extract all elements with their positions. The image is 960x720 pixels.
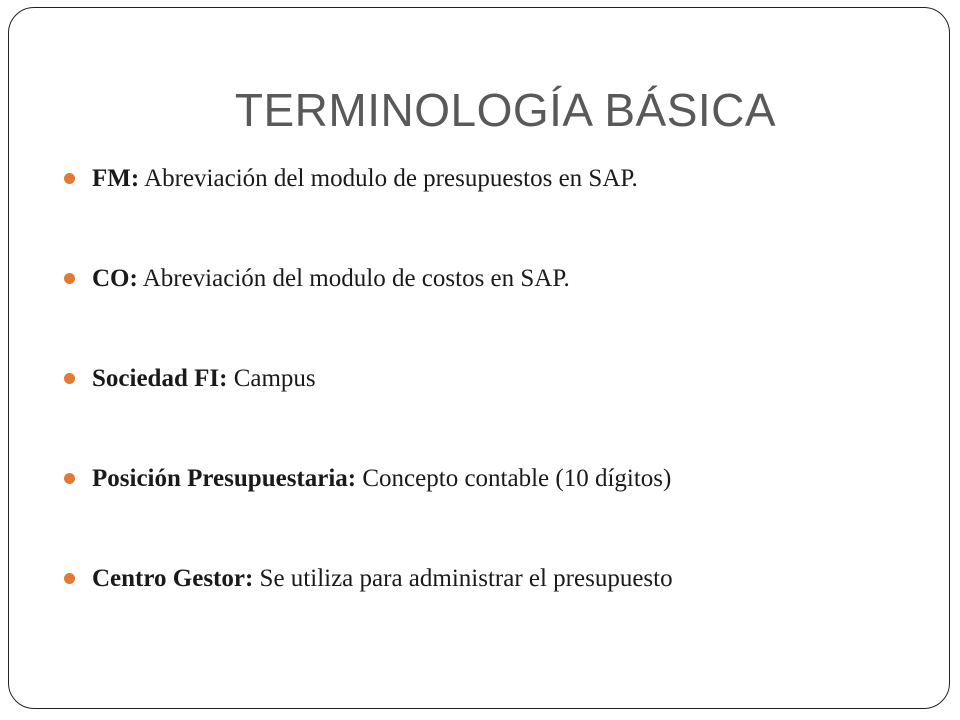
- bullet-term: Centro Gestor:: [92, 565, 254, 592]
- bullet-icon: [64, 473, 75, 484]
- bullet-term: FM:: [92, 165, 140, 192]
- list-item: [62, 260, 932, 360]
- bullet-icon: [64, 273, 75, 284]
- bullet-definition: Concepto contable (10 dígitos): [362, 465, 672, 492]
- bullet-term: Posición Presupuestaria:: [92, 465, 357, 492]
- bullet-icon: [64, 373, 75, 384]
- bullet-definition: Se utiliza para administrar el presupuesto: [259, 565, 673, 592]
- bullet-term: Sociedad FI:: [92, 365, 228, 392]
- bullet-icon: [64, 573, 75, 584]
- bullet-list: [62, 160, 932, 660]
- bullet-definition: Abreviación del modulo de presupuestos en SAP.: [144, 165, 638, 192]
- bullet-term: CO:: [92, 265, 138, 292]
- list-item: [62, 360, 932, 460]
- list-item: [62, 460, 932, 560]
- slide-title: TERMINOLOGÍA BÁSICA: [234, 84, 777, 136]
- bullet-definition: Campus: [233, 365, 316, 392]
- list-item: [62, 160, 932, 260]
- list-item: [62, 560, 932, 660]
- bullet-icon: [64, 173, 75, 184]
- bullet-definition: Abreviación del modulo de costos en SAP.: [142, 265, 570, 292]
